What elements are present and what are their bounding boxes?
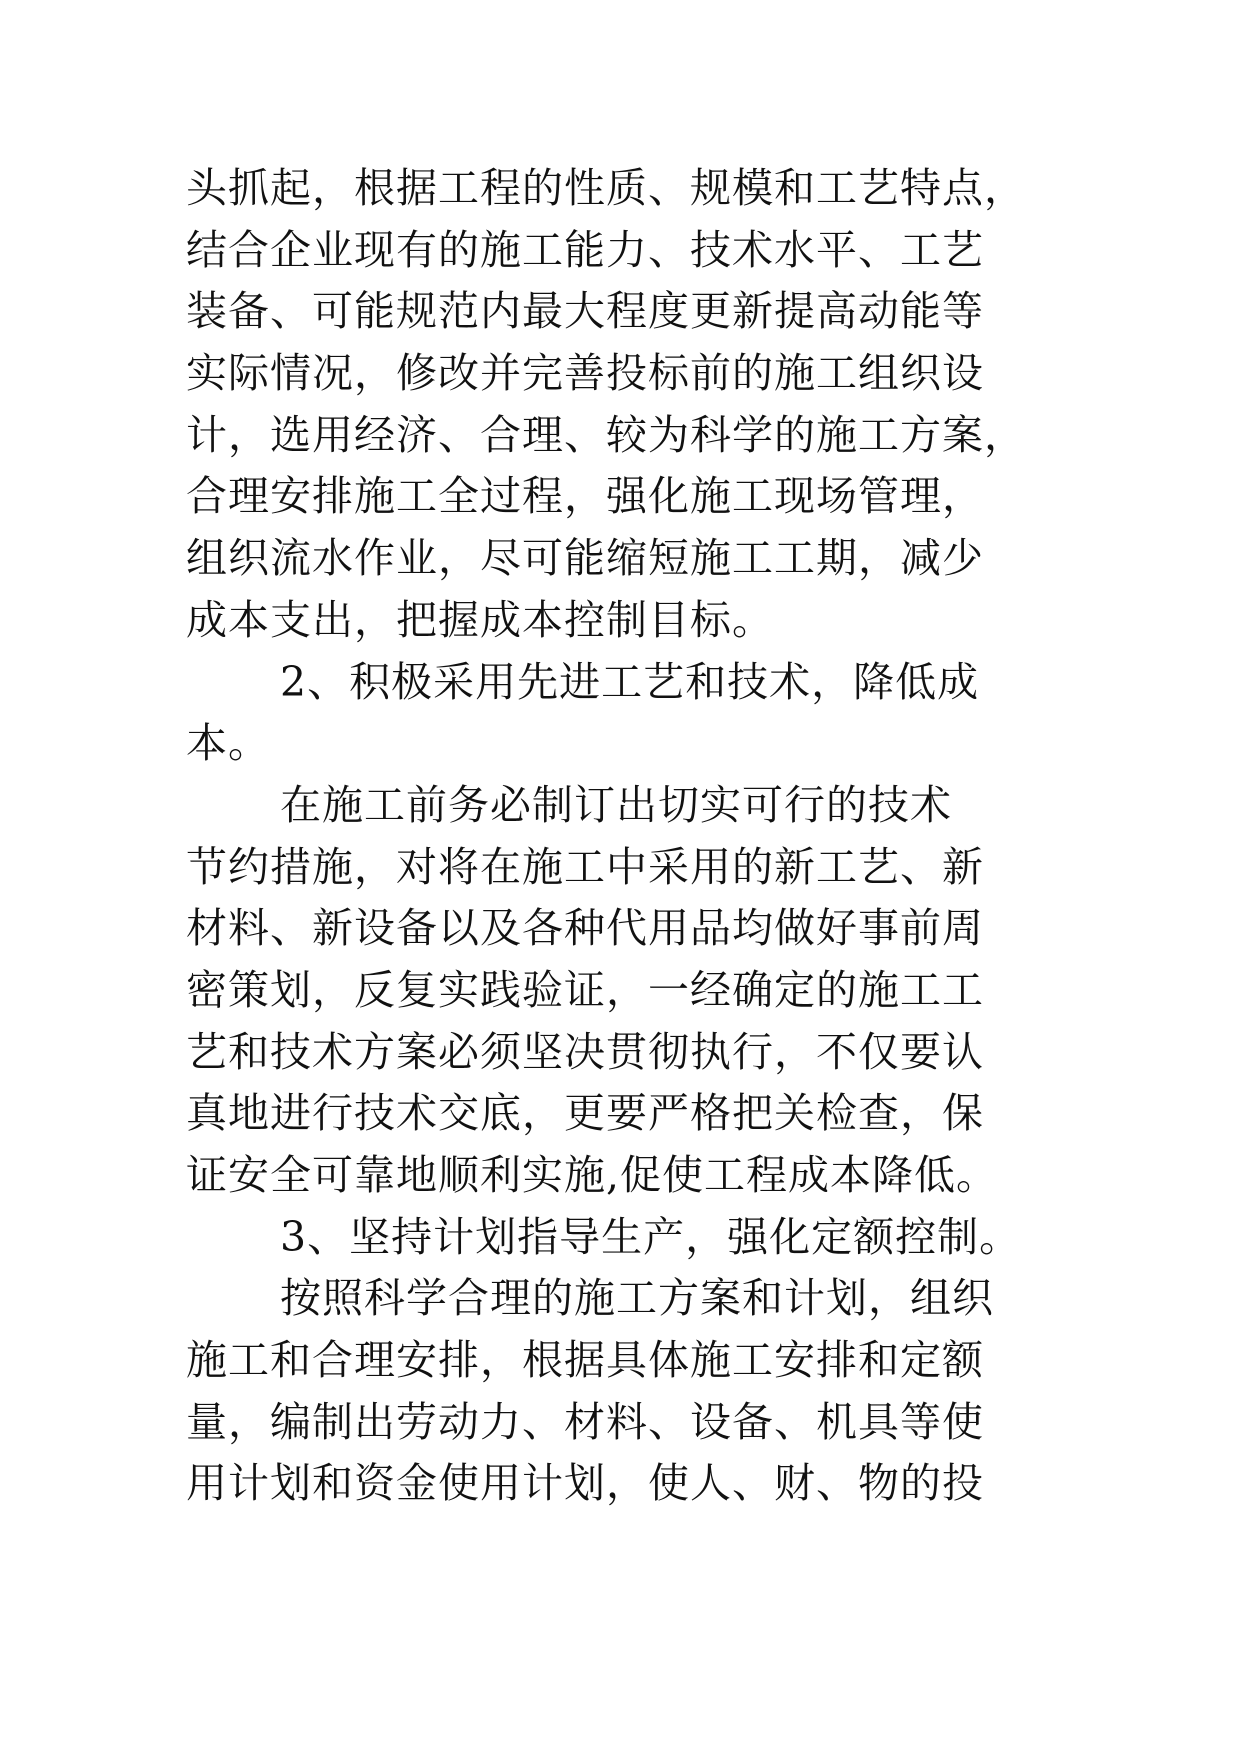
text-line: 节约措施，对将在施工中采用的新工艺、新 xyxy=(186,842,984,891)
text-line: 成本支出，把握成本控制目标。 xyxy=(186,595,774,644)
text-line: 施工和合理安排，根据具体施工安排和定额 xyxy=(186,1336,984,1385)
text-line: 量，编制出劳动力、材料、设备、机具等使 xyxy=(186,1397,984,1446)
text-line: 结合企业现有的施工能力、技术水平、工艺 xyxy=(186,225,984,274)
paragraph-first-line: 3、坚持计划指导生产，强化定额控制。 xyxy=(280,1212,1022,1261)
text-line: 真地进行技术交底，更要严格把关检查，保 xyxy=(186,1089,984,1138)
text-line: 材料、新设备以及各种代用品均做好事前周 xyxy=(186,904,984,953)
paragraph-first-line: 在施工前务必制订出切实可行的技术 xyxy=(280,780,952,829)
text-line: 证安全可靠地顺利实施,促使工程成本降低。 xyxy=(186,1151,999,1199)
text-line: 用计划和资金使用计划，使人、财、物的投 xyxy=(186,1459,984,1508)
paragraph-first-line: 按照科学合理的施工方案和计划，组织 xyxy=(280,1274,994,1323)
text-line: 组织流水作业，尽可能缩短施工工期，减少 xyxy=(186,534,984,583)
text-line: 头抓起，根据工程的性质、规模和工艺特点， xyxy=(186,164,1026,212)
body-text xyxy=(186,158,1086,1515)
text-line: 装备、可能规范内最大程度更新提高动能等 xyxy=(186,287,984,336)
paragraph-first-line: 2、积极采用先进工艺和技术，降低成 xyxy=(280,657,980,706)
text-line: 密策划，反复实践验证，一经确定的施工工 xyxy=(186,965,984,1014)
text-line: 艺和技术方案必须坚决贯彻执行，不仅要认 xyxy=(186,1027,984,1076)
text-line: 实际情况，修改并完善投标前的施工组织设 xyxy=(186,349,984,398)
text-line: 计，选用经济、合理、较为科学的施工方案， xyxy=(186,410,1026,459)
text-line: 合理安排施工全过程，强化施工现场管理， xyxy=(186,472,984,521)
text-line: 本。 xyxy=(186,719,270,768)
